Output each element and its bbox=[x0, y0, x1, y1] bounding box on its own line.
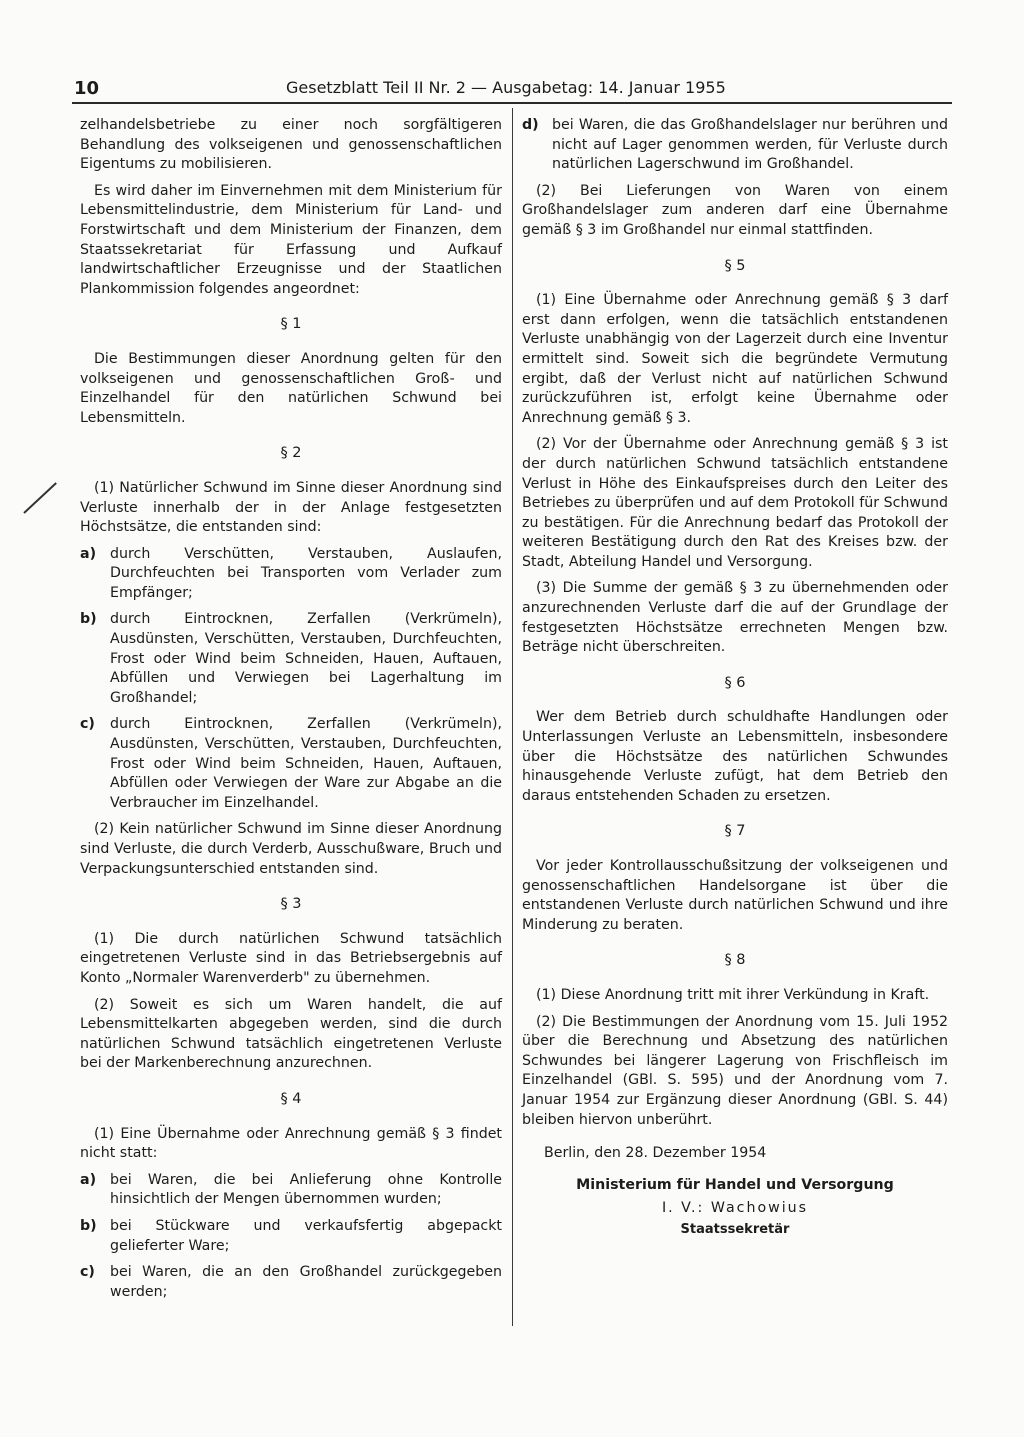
list-label: b) bbox=[80, 611, 97, 628]
section-heading-6: § 6 bbox=[724, 674, 746, 691]
section-6-text: Wer dem Betrieb durch schuldhafte Handlungen oder Unterlassungen Verluste an Lebensmitteln, insbesondere über die Höchstsätze des natürlichen Schwundes hinausgehende Verluste zufügt, hat dem Betrieb den daraus entstehenden Schaden zu ersetzen. bbox=[522, 709, 948, 804]
right-column bbox=[522, 116, 948, 1240]
place-date: Berlin, den 28. Dezember 1954 bbox=[544, 1145, 767, 1162]
section-1-text: Die Bestimmungen dieser Anordnung gelten für den volkseigenen und genossenschaftlichen Groß- und Einzelhandel für den natürlichen Schwund bei Lebensmitteln. bbox=[80, 350, 502, 426]
list-label: c) bbox=[80, 716, 95, 733]
section-3-paragraph-2: (2) Soweit es sich um Waren handelt, die auf Lebensmittelkarten abgegeben werden, sind die durch natürlichen Schwund tatsächlich eingetretenen Verluste bei der Markenberechnung anzurechnen. bbox=[80, 996, 502, 1072]
section-heading-4: § 4 bbox=[280, 1090, 302, 1107]
left-column bbox=[80, 116, 502, 1302]
list-label: a) bbox=[80, 545, 97, 562]
section-8-paragraph-2: (2) Die Bestimmungen der Anordnung vom 15. Juli 1952 über die Berechnung und Absetzung des natürlichen Schwundes bei längerer Lagerung von Frischfleisch im Einzelhandel (GBl. S. 595) und der Anordnung vom 7. Januar 1954 zur Ergänzung dieser Anordnung (GBl. S. 44) bleiben hiervon unberührt. bbox=[522, 1013, 948, 1128]
section-heading-2: § 2 bbox=[280, 445, 302, 462]
column-divider bbox=[512, 108, 513, 1326]
list-item bbox=[80, 545, 502, 604]
section-5-paragraph-1: (1) Eine Übernahme oder Anrechnung gemäß § 3 darf erst dann erfolgen, wenn die tatsächlich entstandenen Verluste unabhängig von der Lagerzeit durch eine Inventur ermittelt sind. Soweit sich die begründete Vermutung ergibt, daß der Verlust nicht auf natürlichen Schwund zurückzuführen ist, erfolgt keine Übernahme oder Anrechnung gemäß § 3. bbox=[522, 292, 948, 426]
page-header bbox=[72, 76, 952, 104]
list-item bbox=[80, 1263, 502, 1302]
list-text: durch Eintrocknen, Zerfallen (Verkrümeln), Ausdünsten, Verschütten, Verstauben, Durchfeuchten, Frost oder Wind beim Schneiden, Hauen, Auftauen, Abfüllen und Verwiegen bei Lagerhaltung im Großhandel; bbox=[110, 611, 502, 706]
list-text: bei Waren, die das Großhandelslager nur berühren und nicht auf Lager genommen werden, für Verluste durch natürlichen Lagerschwund im Großhandel. bbox=[552, 117, 948, 173]
section-heading-3: § 3 bbox=[280, 896, 302, 913]
page-number: 10 bbox=[74, 78, 100, 99]
list-item bbox=[80, 1217, 502, 1256]
list-label: b) bbox=[80, 1217, 97, 1234]
signer-title: Staatssekretär bbox=[680, 1221, 790, 1237]
list-text: durch Verschütten, Verstauben, Auslaufen, Durchfeuchten bei Transporten vom Verlader zum Empfänger; bbox=[110, 545, 502, 601]
section-8-paragraph-1: (1) Diese Anordnung tritt mit ihrer Verkündung in Kraft. bbox=[536, 986, 930, 1003]
list-label: a) bbox=[80, 1171, 97, 1188]
section-4-paragraph-1: (1) Eine Übernahme oder Anrechnung gemäß § 3 findet nicht statt: bbox=[80, 1125, 502, 1162]
list-label: d) bbox=[522, 117, 539, 133]
list-text: bei Stückware und verkaufsfertig abgepackt gelieferter Ware; bbox=[110, 1217, 502, 1254]
margin-pen-mark bbox=[23, 482, 57, 513]
intro-paragraph: Es wird daher im Einvernehmen mit dem Ministerium für Lebensmittelindustrie, dem Ministerium für Land- und Forstwirtschaft und dem Ministerium der Finanzen, dem Staatssekretariat für Erfassung und Aufkauf landwirtschaftlicher Erzeugnisse und der Staatlichen Plankommission folgendes angeordnet: bbox=[80, 182, 502, 297]
section-3-paragraph-1: (1) Die durch natürlichen Schwund tatsächlich eingetretenen Verluste sind in das Betriebsergebnis auf Konto „Normaler Warenverderb" zu übernehmen. bbox=[80, 930, 502, 986]
section-2-paragraph-1: (1) Natürlicher Schwund im Sinne dieser Anordnung sind Verluste innerhalb der in der Anlage festgesetzten Höchstsätze, die entstanden sind: bbox=[80, 479, 502, 536]
section-5-paragraph-3: (3) Die Summe der gemäß § 3 zu übernehmenden oder anzurechnenden Verluste darf die auf der Grundlage der festgesetzten Höchstsätze errechneten Mengen bzw. Beträge nicht überschreiten. bbox=[522, 580, 948, 656]
list-item bbox=[522, 116, 948, 175]
section-2-paragraph-2: (2) Kein natürlicher Schwund im Sinne dieser Anordnung sind Verluste, die durch Verderb, Ausschußware, Bruch und Verpackungsunterschied entstanden sind. bbox=[80, 821, 502, 877]
ministry-name: Ministerium für Handel und Versorgung bbox=[576, 1176, 894, 1193]
list-item bbox=[80, 1171, 502, 1210]
list-text: bei Waren, die an den Großhandel zurückgegeben werden; bbox=[110, 1264, 502, 1300]
section-4-paragraph-2: (2) Bei Lieferungen von Waren von einem Großhandelslager zum anderen darf eine Übernahme gemäß § 3 im Großhandel nur einmal stattfinden. bbox=[522, 182, 948, 238]
intro-continuation: zelhandelsbetriebe zu einer noch sorgfältigeren Behandlung des volkseigenen und genossenschaftlichen Eigentums zu mobilisieren. bbox=[80, 117, 502, 173]
list-text: bei Waren, die bei Anlieferung ohne Kontrolle hinsichtlich der Mengen übernommen wurden; bbox=[110, 1171, 502, 1208]
section-heading-7: § 7 bbox=[724, 823, 746, 840]
section-heading-1: § 1 bbox=[280, 316, 302, 333]
list-item bbox=[80, 610, 502, 708]
running-title: Gesetzblatt Teil II Nr. 2 — Ausgabetag: 14. Januar 1955 bbox=[286, 78, 726, 97]
section-heading-8: § 8 bbox=[724, 952, 746, 969]
signer-name: I. V.: Wachowius bbox=[661, 1200, 809, 1217]
section-heading-5: § 5 bbox=[724, 257, 746, 274]
section-5-paragraph-2: (2) Vor der Übernahme oder Anrechnung gemäß § 3 ist der durch natürlichen Schwund tatsächlich entstandene Verlust in Höhe des Einkaufspreises durch den Leiter des Betriebes zu überprüfen und auf dem Protokoll für Schwund zu bestätigen. Für die Anrechnung bedarf das Protokoll der weiteren Bestätigung durch den Rat des Kreises bzw. der Stadt, Abteilung Handel und Versorgung. bbox=[522, 436, 948, 570]
list-text: durch Eintrocknen, Zerfallen (Verkrümeln), Ausdünsten, Verschütten, Verstauben, Durchfeuchten, Frost oder Wind beim Schneiden, Hauen, Auftauen, Abfüllen oder Verwiegen der Ware zur Abgabe an die Verbraucher im Einzelhandel. bbox=[110, 716, 502, 811]
section-7-text: Vor jeder Kontrollausschußsitzung der volkseigenen und genossenschaftlichen Handelsorgane ist über die entstandenen Verluste durch natürlichen Schwund und ihre Minderung zu beraten. bbox=[522, 858, 948, 933]
list-label: c) bbox=[80, 1264, 95, 1281]
list-item bbox=[80, 715, 502, 813]
